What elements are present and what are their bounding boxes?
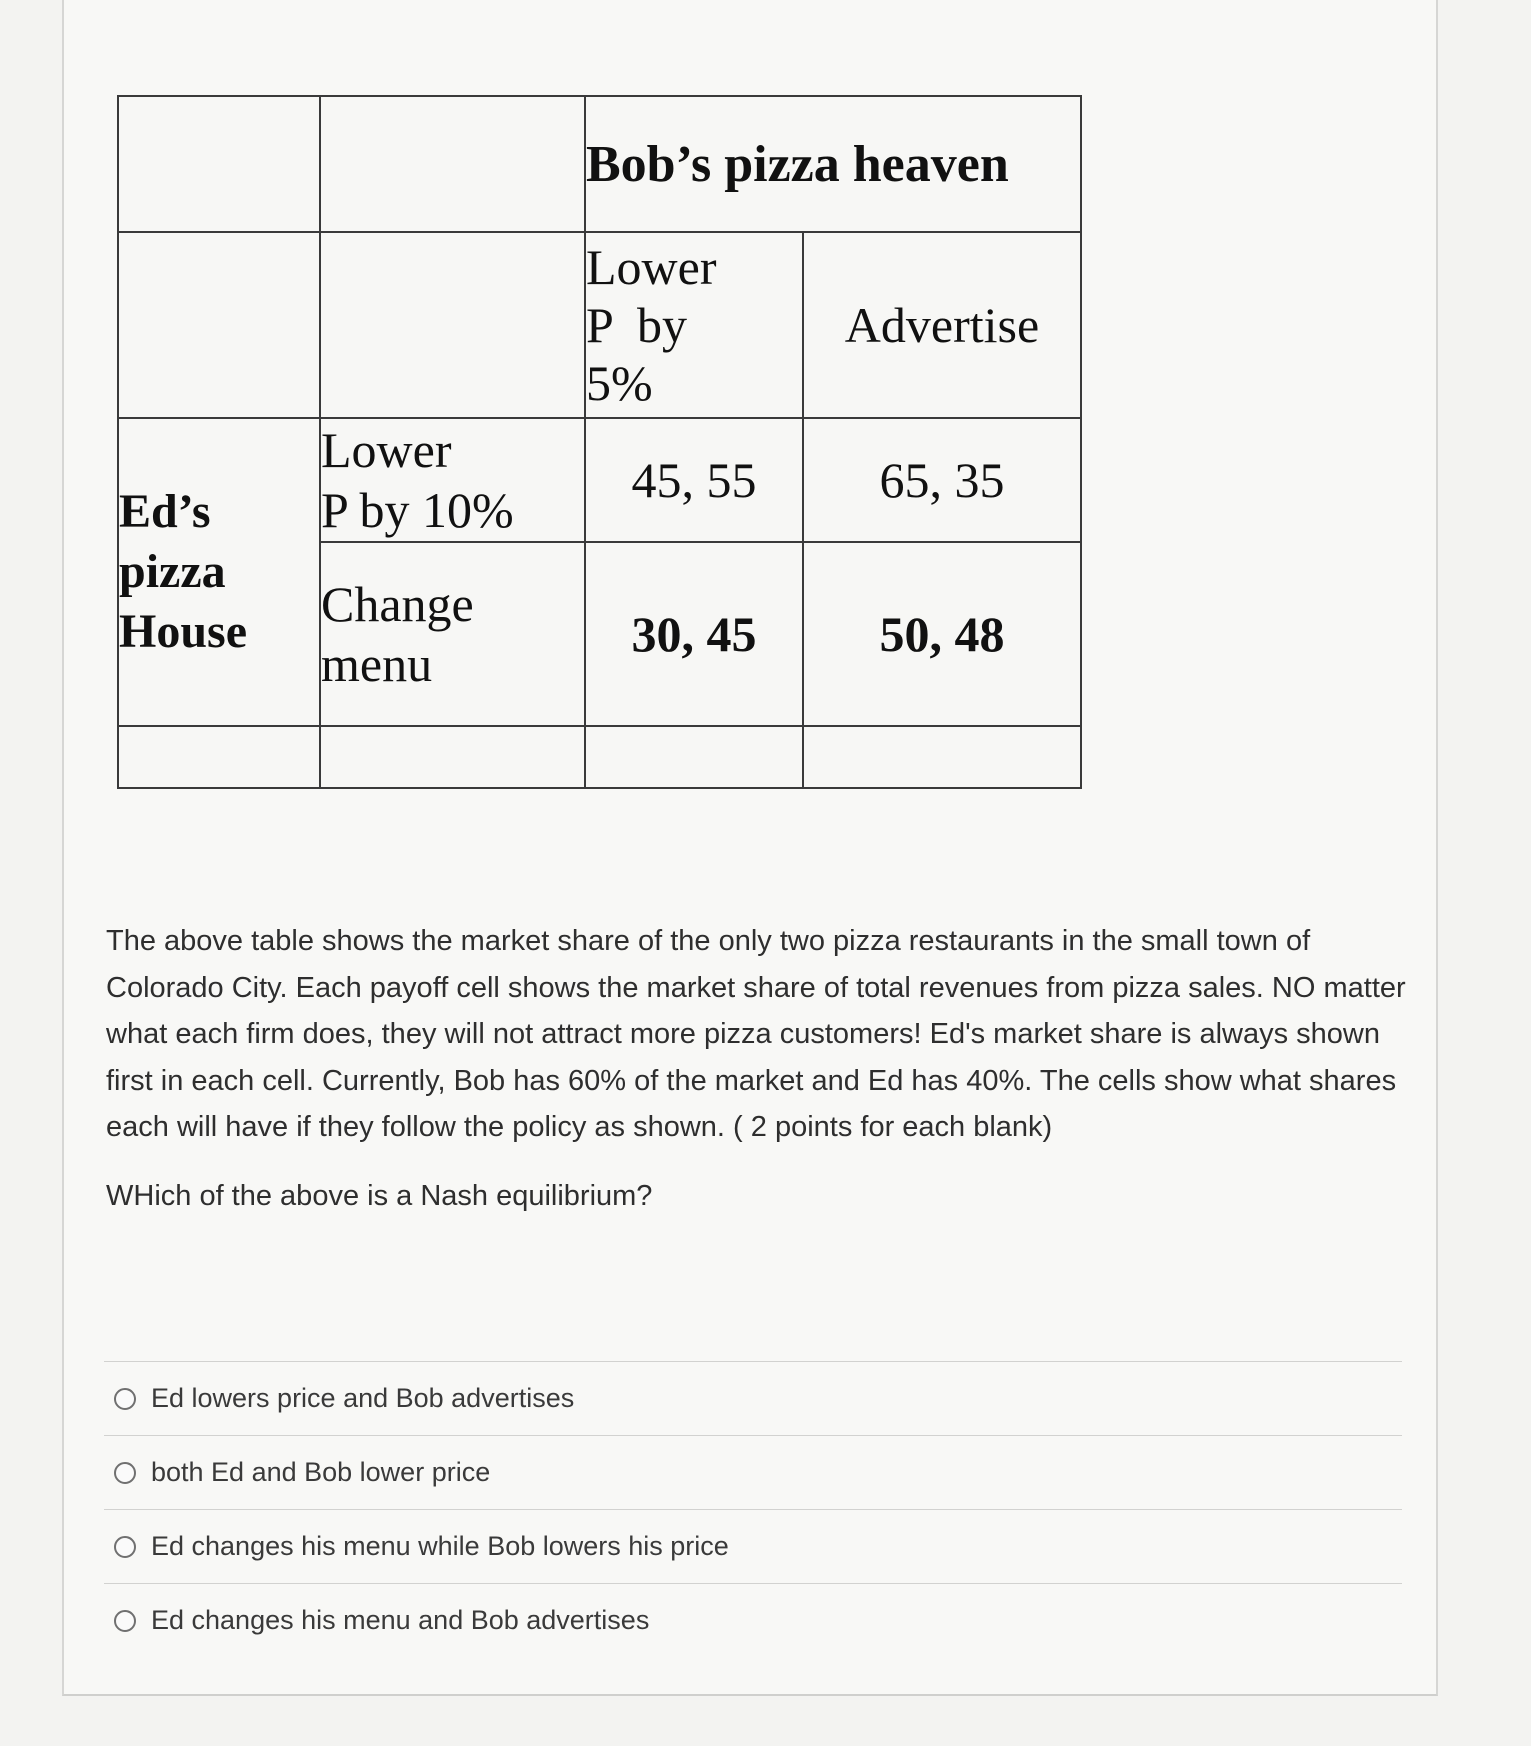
row-player-line: House — [119, 605, 248, 658]
payoff-cell: 45, 55 — [585, 418, 803, 542]
table-cell-empty — [320, 232, 585, 418]
radio-button-icon[interactable] — [114, 1462, 136, 1484]
table-cell-empty — [803, 726, 1081, 788]
col-strategy-line: 5% — [586, 355, 653, 411]
row-player-line: pizza — [119, 545, 226, 598]
col-strategy-line: Advertise — [844, 297, 1040, 353]
table-cell-empty — [585, 726, 803, 788]
table-cell-empty — [320, 96, 585, 232]
table-cell-empty — [320, 726, 585, 788]
question-text — [106, 918, 1406, 1219]
row-strategy-line: P by 10% — [321, 482, 514, 538]
col-strategy-lower-price — [585, 232, 803, 418]
radio-button-icon[interactable] — [114, 1388, 136, 1410]
col-strategy-line: P by — [586, 297, 687, 353]
table-row — [118, 232, 1081, 418]
answer-option-label[interactable]: Ed changes his menu and Bob advertises — [151, 1605, 650, 1635]
radio-button-icon[interactable] — [114, 1610, 136, 1632]
answer-option-4[interactable] — [104, 1583, 1402, 1657]
answer-option-3[interactable] — [104, 1509, 1402, 1583]
answer-option-2[interactable] — [104, 1435, 1402, 1509]
question-prompt: WHich of the above is a Nash equilibrium? — [106, 1179, 653, 1212]
col-player-name: Bob’s pizza heaven — [585, 96, 1081, 232]
payoff-table — [117, 95, 1082, 789]
table-row — [118, 726, 1081, 788]
table-row — [118, 96, 1081, 232]
payoff-cell: 50, 48 — [803, 542, 1081, 726]
question-paragraph: The above table shows the market share of the only two pizza restaurants in the small town of Colorado City. Each payoff cell shows the market share of total revenues from pizza sales. NO matter what each firm does, they will not attract more pizza customers! Ed's market share is always shown first in each cell. Currently, Bob has 60% of the market and Ed has 40%. The cells show what shares each will have if they follow the policy as shown. ( 2 points for each blank) — [106, 925, 1406, 1143]
answer-option-label[interactable]: Ed lowers price and Bob advertises — [151, 1383, 575, 1413]
row-strategy-line: Lower — [321, 422, 452, 478]
answer-option-1[interactable] — [104, 1361, 1402, 1435]
payoff-cell: 65, 35 — [803, 418, 1081, 542]
table-cell-empty — [118, 96, 320, 232]
radio-button-icon[interactable] — [114, 1536, 136, 1558]
answer-option-label[interactable]: Ed changes his menu while Bob lowers his price — [151, 1531, 729, 1561]
payoff-cell: 30, 45 — [585, 542, 803, 726]
row-strategy-lower-price — [320, 418, 585, 542]
row-strategy-change-menu — [320, 542, 585, 726]
row-strategy-line: menu — [321, 636, 433, 692]
table-cell-empty — [118, 232, 320, 418]
row-player-name — [118, 418, 320, 726]
row-player-line: Ed’s — [119, 485, 211, 538]
table-cell-empty — [118, 726, 320, 788]
answer-options — [104, 1361, 1402, 1657]
row-strategy-line: Change — [321, 576, 474, 632]
col-strategy-advertise — [803, 232, 1081, 418]
answer-option-label[interactable]: both Ed and Bob lower price — [151, 1457, 491, 1487]
table-row — [118, 418, 1081, 542]
col-strategy-line: Lower — [586, 239, 717, 295]
